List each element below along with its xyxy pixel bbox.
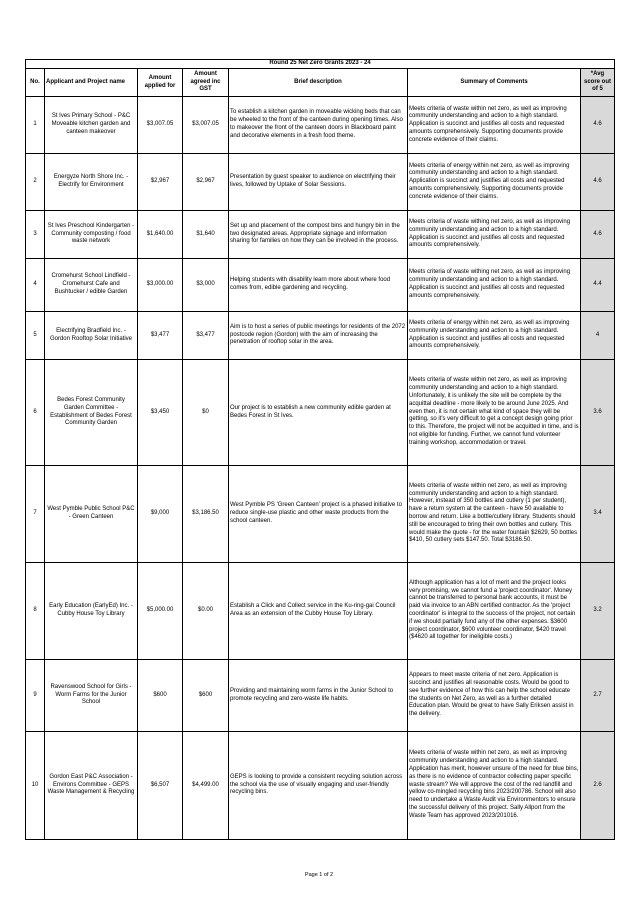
- avg-score: 4.6: [581, 211, 615, 259]
- amount-applied: $3,450: [138, 360, 183, 466]
- avg-score: 3.6: [581, 360, 615, 466]
- amount-applied: $3,000.00: [138, 259, 183, 312]
- row-no: 2: [26, 154, 45, 211]
- table-title-row: [26, 60, 615, 69]
- brief-description: GEPS is looking to provide a consistent recycling solution across the school via the use of visually engaging and user-friendly recycling bins.: [229, 732, 408, 840]
- table-row: [26, 660, 615, 732]
- row-no: 4: [26, 259, 45, 312]
- row-no: 6: [26, 360, 45, 466]
- table-row: [26, 259, 615, 312]
- table-row: [26, 466, 615, 563]
- applicant-project: Ravenswood School for Girls - Worm Farms for the Junior School: [45, 660, 138, 732]
- brief-description: Presentation by guest speaker to audience on electrifying their lives, followed by Uptake of Solar Sessions.: [229, 154, 408, 211]
- applicant-project: Bedes Forest Community Garden Committee - Establishment of Bedes Forest Community Garden: [45, 360, 138, 466]
- summary-comments: Meets criteria of energy within net zero, as well as improving community understanding and action to a high standard. Application is succinct and justifies all costs and requested amounts comprehensively.: [408, 312, 581, 360]
- table-row: [26, 211, 615, 259]
- row-no: 3: [26, 211, 45, 259]
- amount-applied: $600: [138, 660, 183, 732]
- brief-description: Aim is to host a series of public meetings for residents of the 2072 postcode region (Gordon) with the aim of increasing the penetration of rooftop solar in the area.: [229, 312, 408, 360]
- header-brief: Brief description: [229, 69, 408, 97]
- table-header-row: [26, 69, 615, 97]
- header-amount-agreed: Amount agreed inc GST: [183, 69, 229, 97]
- table-row: [26, 563, 615, 660]
- amount-applied: $5,000.00: [138, 563, 183, 660]
- amount-agreed: $0.00: [183, 563, 229, 660]
- amount-agreed: $3,007.05: [183, 97, 229, 154]
- table-row: [26, 732, 615, 840]
- row-no: 1: [26, 97, 45, 154]
- applicant-project: Cromehurst School Lindfield - Cromehurst Cafe and Bushtucker / edible Garden: [45, 259, 138, 312]
- amount-agreed: $3,186.50: [183, 466, 229, 563]
- applicant-project: St Ives Preschool Kindergarten - Community composting / food waste network: [45, 211, 138, 259]
- header-applicant: Applicant and Project name: [45, 69, 138, 97]
- brief-description: Providing and maintaining worm farms in the Junior School to promote recycling and zero-waste life habits.: [229, 660, 408, 732]
- applicant-project: St Ives Primary School - P&C Moveable kitchen garden and canteen makeover: [45, 97, 138, 154]
- brief-description: West Pymble PS 'Green Canteen' project is a phased initiative to reduce single-use plastic and other waste products from the school canteen.: [229, 466, 408, 563]
- avg-score: 4.6: [581, 154, 615, 211]
- summary-comments: Meets criteria of waste within net zero, as well as improving community understanding and action to a high standard. Unfortunately, it is unlikely the site will be complete by the acquittal deadline - more likely to be around June 2025. And even then, it is not certain what kind of space they will be getting, so it's very difficult to get a concept design going prior to this. Therefore, the project will not be acquitted in time, and is not eligible for funding. Further, we cannot fund volunteer training workshop, accommodation or travel.: [408, 360, 581, 466]
- row-no: 5: [26, 312, 45, 360]
- row-no: 9: [26, 660, 45, 732]
- avg-score: 3.2: [581, 563, 615, 660]
- table-row: [26, 360, 615, 466]
- row-no: 7: [26, 466, 45, 563]
- amount-applied: $1,640.00: [138, 211, 183, 259]
- summary-comments: Meets criteria of waste within net zero, as well as improving community understanding and action to a high standard. Application has merit, however unsure of the need for blue bins, as there is no evidence of contractor collecting paper specific waste stream? We will approve the cost of the red landfill and yellow co-mingled recycling bins 2023/200786. School will also need to undertake a Waste Audit via Environmentors to ensure the successful delivery of this project. Sally Allport from the Waste Team has approved 2023/201016.: [408, 732, 581, 840]
- amount-applied: $2,967: [138, 154, 183, 211]
- applicant-project: Electrifying Bradfield Inc. - Gordon Rooftop Solar Initiative: [45, 312, 138, 360]
- table-title: Round 25 Net Zero Grants 2023 - 24: [26, 60, 615, 69]
- table-row: [26, 312, 615, 360]
- avg-score: 4.4: [581, 259, 615, 312]
- amount-agreed: $600: [183, 660, 229, 732]
- applicant-project: West Pymble Public School P&C - Green Canteen: [45, 466, 138, 563]
- summary-comments: Meets criteria of waste within net zero, as well as improving community understanding and action to a high standard. Application is succinct and justifies all costs and requested amounts comprehensively. Supporting documents provide concrete evidence of their claims.: [408, 97, 581, 154]
- summary-comments: Although application has a lot of merit and the project looks very promising, we cannot fund a 'project coordinator'. Money cannot be transferred to personal bank accounts, it must be paid via invoice to an ABN certified contractor. As the 'project coordinator' is integral to the success of the project, not certain if we should partially fund any of the other expenses. $3600 project coordinator, $600 volunteer coordinator, $420 travel ($4620 all together for ineligible costs.): [408, 563, 581, 660]
- amount-agreed: $1,640: [183, 211, 229, 259]
- avg-score: 2.6: [581, 732, 615, 840]
- amount-agreed: $0: [183, 360, 229, 466]
- summary-comments: Meets criteria of waste withing net zero, as well as improving community understanding and action to a high standard. Application is succinct and justifies all costs and requested amounts comprehensively.: [408, 259, 581, 312]
- table-row: [26, 97, 615, 154]
- grants-table: [25, 59, 615, 840]
- header-score: *Avg score out of 5: [581, 69, 615, 97]
- brief-description: Set up and placement of the compost bins and hungry bin in the two designated areas. Appropriate signage and information sharing for families on how they can be involved in the process.: [229, 211, 408, 259]
- amount-applied: $6,507: [138, 732, 183, 840]
- amount-applied: $3,477: [138, 312, 183, 360]
- header-summary: Summary of Comments: [408, 69, 581, 97]
- avg-score: 2.7: [581, 660, 615, 732]
- brief-description: Helping students with disability learn more about where food comes from, edible gardening and recycling.: [229, 259, 408, 312]
- amount-agreed: $4,499.00: [183, 732, 229, 840]
- page-number: Page 1 of 2: [304, 872, 334, 878]
- avg-score: 3.4: [581, 466, 615, 563]
- summary-comments: Meets criteria of waste withing net zero, as well as improving community understanding and action to a high standard. Application is succinct and justifies all costs and requested amounts comprehensively.: [408, 211, 581, 259]
- header-amount-applied: Amount applied for: [138, 69, 183, 97]
- amount-agreed: $2,967: [183, 154, 229, 211]
- brief-description: To establish a kitchen garden in moveable wicking beds that can be wheeled to the front of the canteen during opening times. Also to makeover the front of the canteen doors in Blackboard paint and decorative elements in a fresh food theme.: [229, 97, 408, 154]
- table-row: [26, 154, 615, 211]
- summary-comments: Appears to meet waste criteria of net zero. Application is succinct and justifies all reasonable costs. Would be good to see further evidence of how this can help the school educate the students on Net Zero, as well as a further detailed Education plan. Would be great to have Sally Eriksen assist in the delivery.: [408, 660, 581, 732]
- brief-description: Establish a Click and Collect service in the Ku-ring-gai Council Area as an extension of the Cubby House Toy Library.: [229, 563, 408, 660]
- applicant-project: Energyze North Shore Inc. - Electrify for Environment: [45, 154, 138, 211]
- avg-score: 4.6: [581, 97, 615, 154]
- brief-description: Our project is to establish a new community edible garden at Bedes Forest in St Ives.: [229, 360, 408, 466]
- amount-applied: $3,007.05: [138, 97, 183, 154]
- row-no: 10: [26, 732, 45, 840]
- amount-applied: $9,000: [138, 466, 183, 563]
- summary-comments: Meets criteria of energy within net zero, as well as improving community understanding and action to a high standard. Application is succinct and justifies all costs and requested amounts comprehensively. Supporting documents provide concrete evidence of their claims.: [408, 154, 581, 211]
- avg-score: 4: [581, 312, 615, 360]
- amount-agreed: $3,000: [183, 259, 229, 312]
- applicant-project: Early Education (EarlyEd) Inc. - Cubby House Toy Library: [45, 563, 138, 660]
- row-no: 8: [26, 563, 45, 660]
- amount-agreed: $3,477: [183, 312, 229, 360]
- applicant-project: Gordon East P&C Association - Environs Committee - GEPS Waste Management & Recycling: [45, 732, 138, 840]
- summary-comments: Meets criteria of waste within net zero, as well as improving community understanding and action to a high standard. However, instead of 350 bottles and cutlery (1 per student), have a return system at the canteen - have 50 available to borrow and return. Like a bottle/cutlery library. Students should still be encouraged to bring their own bottles and cutlery. This would make the quote - for the water fountain $2629, 50 bottles $410, 50 cutlery sets $147.50. Total $3186.50.: [408, 466, 581, 563]
- header-no: No.: [26, 69, 45, 97]
